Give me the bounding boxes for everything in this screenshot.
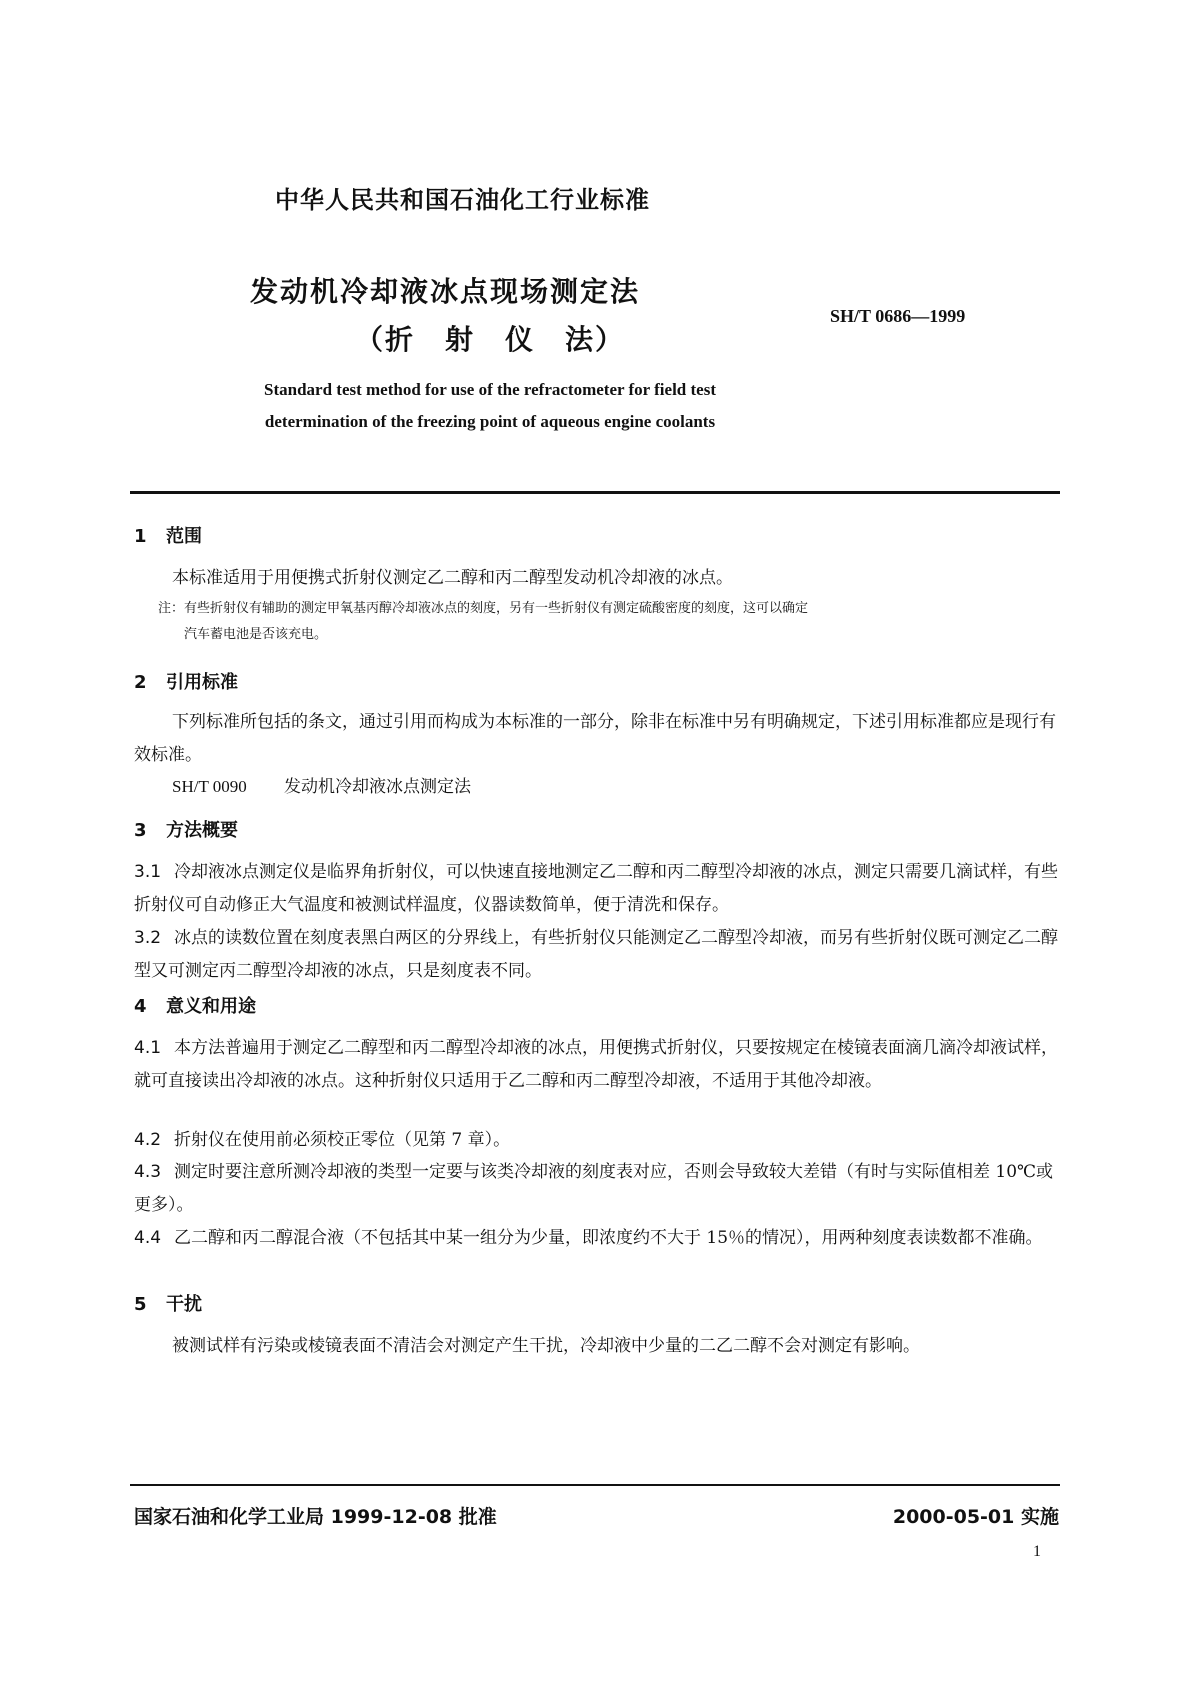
clause-number: 4.2 xyxy=(134,1130,162,1150)
clause-4-4 xyxy=(134,1222,1058,1255)
effective-date: 2000-05-01 实施 xyxy=(892,1506,1059,1528)
section-title: 范围 xyxy=(166,526,202,547)
section-number: 2 xyxy=(134,672,147,693)
note-line-2: 汽车蓄电池是否该充电。 xyxy=(184,627,328,642)
reference-code: SH/T 0090 xyxy=(172,777,247,796)
clause-3-2 xyxy=(134,922,1058,988)
section-5-paragraph: 被测试样有污染或棱镜表面不清洁会对测定产生干扰，冷却液中少量的二乙二醇不会对测定有影响。 xyxy=(172,1336,920,1356)
reference-entry xyxy=(172,772,471,797)
clause-4-3 xyxy=(134,1156,1058,1222)
section-1-heading xyxy=(134,522,202,548)
clause-3-1 xyxy=(134,856,1058,922)
clause-text: 本方法普遍用于测定乙二醇型和丙二醇型冷却液的冰点，用便携式折射仪，只要按规定在棱镜表面滴几滴冷却液试样，就可直接读出冷却液的冰点。这种折射仪只适用于乙二醇和丙二醇型冷却液，不适用于其他冷却液。 xyxy=(134,1038,1058,1091)
clause-text: 冰点的读数位置在刻度表黑白两区的分界线上，有些折射仪只能测定乙二醇型冷却液，而另有些折射仪既可测定乙二醇型又可测定丙二醇型冷却液的冰点，只是刻度表不同。 xyxy=(134,928,1058,981)
clause-number: 3.2 xyxy=(134,928,162,948)
bottom-divider xyxy=(130,1484,1060,1486)
clause-number: 4.4 xyxy=(134,1228,162,1248)
clause-4-1 xyxy=(134,1032,1058,1098)
clause-number: 4.3 xyxy=(134,1162,162,1182)
section-2-heading xyxy=(134,668,238,694)
section-2-paragraph: 下列标准所包括的条文，通过引用而构成为本标准的一部分，除非在标准中另有明确规定，下述引用标准都应是现行有效标准。 xyxy=(134,712,1056,765)
section-1-paragraph: 本标准适用于用便携式折射仪测定乙二醇和丙二醇型发动机冷却液的冰点。 xyxy=(172,568,733,588)
section-5-heading xyxy=(134,1290,202,1316)
sub-title: （折 射 仪 法） xyxy=(355,323,626,356)
main-title: 发动机冷却液冰点现场测定法 xyxy=(250,275,641,308)
english-title-line2: determination of the freezing point of aqueous engine coolants xyxy=(264,412,716,431)
section-number: 3 xyxy=(134,820,147,841)
section-number: 4 xyxy=(134,996,147,1017)
section-title: 干扰 xyxy=(166,1294,202,1315)
section-number: 1 xyxy=(134,526,147,547)
clause-text: 测定时要注意所测冷却液的类型一定要与该类冷却液的刻度表对应，否则会导致较大差错（有时与实际值相差 10℃或更多）。 xyxy=(134,1162,1054,1215)
section-title: 意义和用途 xyxy=(166,996,256,1017)
approval-line: 国家石油和化学工业局 1999-12-08 批准 xyxy=(134,1506,497,1528)
top-divider xyxy=(130,491,1060,494)
page-number: 1 xyxy=(1033,1543,1041,1560)
section-3-heading xyxy=(134,816,238,842)
clause-text: 冷却液冰点测定仪是临界角折射仪，可以快速直接地测定乙二醇和丙二醇型冷却液的冰点，测定只需要几滴试样，有些折射仪可自动修正大气温度和被测试样温度，仪器读数简单，便于清洗和保存。 xyxy=(134,862,1058,915)
clause-number: 4.1 xyxy=(134,1038,162,1058)
english-title-line1: Standard test method for use of the refractometer for field test xyxy=(264,380,716,399)
clause-text: 折射仪在使用前必须校正零位（见第 7 章）。 xyxy=(174,1130,511,1150)
clause-number: 3.1 xyxy=(134,862,162,882)
reference-title: 发动机冷却液冰点测定法 xyxy=(284,777,471,797)
note-line-1: 注：有些折射仪有辅助的测定甲氧基丙醇冷却液冰点的刻度，另有一些折射仪有测定硫酸密度的刻度，这可以确定 xyxy=(158,601,809,616)
org-title: 中华人民共和国石油化工行业标准 xyxy=(275,186,650,214)
clause-text: 乙二醇和丙二醇混合液（不包括其中某一组分为少量，即浓度约不大于 15％的情况），用两种刻度表读数都不准确。 xyxy=(174,1228,1043,1248)
section-title: 引用标准 xyxy=(166,672,238,693)
section-title: 方法概要 xyxy=(166,820,238,841)
section-4-heading xyxy=(134,992,256,1018)
standard-code: SH/T 0686—1999 xyxy=(830,306,966,326)
clause-4-2 xyxy=(134,1124,1058,1157)
section-1-note xyxy=(158,596,1058,648)
section-number: 5 xyxy=(134,1294,147,1315)
